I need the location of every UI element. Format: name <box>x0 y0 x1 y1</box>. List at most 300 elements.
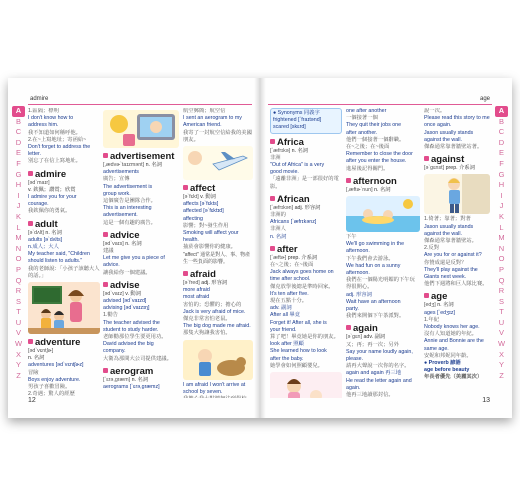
entry-lines <box>103 298 179 363</box>
entry-line: 又；再；再一次；另外 <box>346 341 399 348</box>
entry-line: 1.年紀 <box>424 316 440 323</box>
entry-line: ● Synonyms 同義字 <box>273 110 320 116</box>
alphabet-tab-m: M <box>15 233 22 243</box>
entry-line: your friend. <box>270 326 297 333</box>
book-gutter <box>254 78 266 418</box>
entry-line: school by seven. <box>183 388 223 395</box>
afraid-extra <box>183 382 253 398</box>
entry-line: against the wall. <box>424 230 462 237</box>
alphabet-tab-p: P <box>15 264 21 274</box>
alphabet-tab-a: A <box>12 106 25 117</box>
entry-line: Smoking will affect your <box>183 230 239 237</box>
alphabet-tab-y: Y <box>15 360 21 370</box>
entry-line: Don't forget to address the <box>28 144 91 151</box>
entry-line: 在~之後；在~後面 <box>346 144 390 151</box>
alphabet-tab-w: W <box>14 339 23 349</box>
entry-line: 抽菸會影響你的健康。 <box>183 244 236 251</box>
pronunciation: [,æftɚ`nun] <box>346 186 373 193</box>
right-column-3 <box>424 108 490 398</box>
entry-lines <box>270 155 342 191</box>
part-of-speech: n. 名詞 <box>131 376 149 383</box>
left-alphabet-tabs <box>12 106 25 381</box>
entry-line: Remember to close the door <box>346 151 413 158</box>
entry-line: after you enter the house. <box>346 158 407 165</box>
alphabet-tab-c: C <box>15 127 22 137</box>
alphabet-tab-m: M <box>498 233 505 243</box>
entry-line: party. <box>346 306 359 313</box>
entry-line: please. <box>346 356 364 363</box>
alphabet-tab-h: H <box>15 180 22 190</box>
entry-line: 下午 <box>346 234 357 241</box>
pronunciation: [`æfrɪkə] <box>270 147 291 154</box>
entry-line: after the baby. <box>270 355 304 362</box>
entry-line: He read the letter again and <box>346 377 412 384</box>
entry-line: 讓我給你一個建議。 <box>103 269 151 276</box>
pronunciation: [ə`fɛkt] <box>183 194 199 201</box>
entry-line: 傑森通常靠著牆壁站著。 <box>424 144 483 151</box>
right-page-number: 13 <box>482 397 490 404</box>
alphabet-tab-k: K <box>15 211 21 221</box>
entry-continuation <box>28 108 100 166</box>
illustration-classroom <box>28 282 100 334</box>
headword: advise <box>103 280 179 291</box>
entry-line: one after another <box>346 108 387 114</box>
usage-note: "affect" 通常是對人、事、物產生一些負面的影響。 <box>183 251 251 265</box>
alphabet-tab-v: V <box>15 328 21 338</box>
entry-line: advertisement. <box>103 212 138 219</box>
entry-line: adv. 副詞 <box>270 305 292 312</box>
entry-line: 我欽佩你的勇氣。 <box>28 208 71 215</box>
alphabet-tab-n: N <box>15 243 22 253</box>
entry-line: 那隻大狗讓我害怕。 <box>183 330 231 337</box>
entry-line: advice. <box>103 262 120 269</box>
entry-line: 他再三地讀那封信。 <box>346 392 394 398</box>
entry-line: affected [ə`fɛktɪd] <box>183 208 224 215</box>
left-column-1 <box>28 108 100 398</box>
entry-line: once again. <box>424 122 452 129</box>
entry-line: 我的老師說：「小孩子該聽大人的話。」 <box>28 265 100 279</box>
part-of-speech: v. 欽佩；讚賞；欣賞 <box>28 186 76 193</box>
entry-line: Nobody knows her age. <box>424 324 480 331</box>
headword: admire <box>28 169 100 180</box>
entry-continuation <box>424 108 490 151</box>
entry-line: Jack always goes home on <box>270 269 334 276</box>
alphabet-tab-l: L <box>499 222 504 232</box>
entry-line: Forget it! After all, she is <box>270 319 327 326</box>
alphabet-tab-u: U <box>15 317 22 327</box>
entry-line: courage. <box>28 201 49 208</box>
entry-line: The big dog made me afraid. <box>183 323 251 330</box>
proverb-box <box>424 360 490 382</box>
entry-line: I sent an aerogram to my <box>183 115 242 122</box>
part-of-speech: n. 名詞 <box>437 302 454 309</box>
entry-line: 沒有人知道她的年紀。 <box>424 331 477 338</box>
entry-line: 安妮和邦妮同年齡。 <box>424 352 472 359</box>
entry-line: 一個接著一個 <box>346 115 378 122</box>
entry-line: n. 名詞 <box>270 233 287 240</box>
entry-line: frightened [`fraɪtənd] <box>273 117 322 124</box>
entry-line: Africans [`æfrɪkənz] <box>270 219 317 226</box>
entry-line: most afraid <box>183 294 210 301</box>
part-of-speech: n. 名詞 <box>28 355 45 362</box>
alphabet-tab-t: T <box>499 307 504 317</box>
part-of-speech: n. 名詞 <box>374 186 391 193</box>
entry-continuation <box>346 108 420 173</box>
alphabet-tab-j: J <box>499 201 504 211</box>
entry-lines <box>183 201 253 251</box>
entry-line: 你贊成還是反對？ <box>424 259 467 266</box>
alphabet-tab-t: T <box>16 307 21 317</box>
entry-line: adj. 形容詞 <box>346 291 372 298</box>
alphabet-tab-y: Y <box>498 360 504 370</box>
alphabet-tab-k: K <box>498 211 504 221</box>
alphabet-tab-e: E <box>498 148 504 158</box>
left-running-head: admire <box>30 96 49 102</box>
alphabet-tab-d: D <box>15 137 22 147</box>
illustration-baby <box>270 372 342 398</box>
entry-line: 進屋後記得關門。 <box>346 165 389 172</box>
alphabet-tab-c: C <box>498 127 505 137</box>
entry-line: ages [`edʒɪz] <box>424 309 455 316</box>
alphabet-tab-i: I <box>500 190 503 200</box>
entry-line: 1.倚著；靠著；對著 <box>424 216 471 223</box>
entry-line: advertisements <box>103 169 139 176</box>
entry-aerogram <box>103 366 179 391</box>
pronunciation: [əd`maɪr] <box>28 179 50 186</box>
pronunciation: [ə`gɛn] <box>346 334 362 341</box>
headword: against <box>424 154 490 165</box>
entry-adventure <box>28 337 100 398</box>
entry-line <box>183 396 253 398</box>
entry-line: 「遠離非洲」是一部很好的電影。 <box>270 176 339 190</box>
part-of-speech: prep. 介系詞 <box>287 254 318 261</box>
entry-line: 非洲 <box>270 154 281 161</box>
headword: adult <box>28 219 100 230</box>
pronunciation: [əd`vaɪs] <box>103 240 124 247</box>
entry-affect <box>183 183 253 266</box>
alphabet-tab-j: J <box>16 201 21 211</box>
left-column-2 <box>103 108 179 398</box>
entry-line: more afraid <box>183 287 210 294</box>
entry-line: 航空郵簡；航空信 <box>183 108 226 114</box>
entry-line: 在~之後；在~後面 <box>270 262 314 269</box>
entry-adult <box>28 219 100 280</box>
entry-line: aerograms [`ɛrə,græmz] <box>103 384 160 391</box>
headword: advertisement <box>103 151 179 162</box>
alphabet-tab-s: S <box>15 296 21 306</box>
alphabet-tab-b: B <box>15 116 21 126</box>
entry-line: time after school. <box>270 276 311 283</box>
entry-line: 1.勸告 <box>103 312 119 319</box>
entry-line: afternoon. <box>346 248 370 255</box>
entry-line: adults [ə`dʌlts] <box>28 236 63 243</box>
entry-line: 她學會如何照顧嬰兒。 <box>270 362 323 369</box>
entry-line: against the wall. <box>424 136 462 143</box>
headword: afraid <box>183 269 253 280</box>
entry-line: same age. <box>424 345 449 352</box>
entry-line: letter. <box>28 151 41 158</box>
pronunciation: [`æftɚ] <box>270 254 287 261</box>
entry-line: 影響；對~發生作用 <box>183 222 229 229</box>
entry-line: 冒險 <box>28 369 39 376</box>
entry-line: company. <box>103 348 126 355</box>
entry-line: 說一次。 <box>424 108 446 114</box>
entry-line: After all 畢竟 <box>270 312 301 319</box>
entry-lines <box>28 237 100 280</box>
pronunciation: [ə`dʌlt] <box>28 229 44 236</box>
right-running-head: age <box>479 96 490 102</box>
left-header-rule <box>28 104 252 105</box>
part-of-speech: v. 動詞 <box>200 194 216 201</box>
entry-line: 2.反對 <box>424 245 440 252</box>
entry-line: Jack is very afraid of mice. <box>183 308 246 315</box>
entry-line: The teacher advised the <box>103 319 160 326</box>
entry-line: We'll go swimming in the <box>346 241 405 248</box>
headword: advice <box>103 230 179 241</box>
entry-line: 我不知道如何稱呼他。 <box>28 129 81 136</box>
part-of-speech: n. 名詞 <box>45 229 62 236</box>
part-of-speech: adj. 形容詞 <box>201 280 228 287</box>
pronunciation: [`ɛrə,græm] <box>103 376 131 383</box>
entry-lines <box>103 248 179 277</box>
part-of-speech: n. 名詞 <box>145 162 163 168</box>
entry-line: I am afraid I won't arrive at <box>183 381 246 388</box>
alphabet-tab-e: E <box>15 148 21 158</box>
entry-lines <box>28 194 100 216</box>
entry-line: affects [ə`fɛkts] <box>183 201 219 208</box>
entry-line: 這是一個有趣的廣告。 <box>103 219 156 226</box>
alphabet-tab-l: L <box>16 222 21 232</box>
entry-line: adventures [əd`vɛntʃɚz] <box>28 362 84 369</box>
entry-line: 年長者優先（美麗其次） <box>424 374 483 381</box>
headword: African <box>270 194 342 205</box>
entry-line: The advertisement is <box>103 183 153 190</box>
entry-line: 2.奇遇；驚人的經歷 <box>28 391 75 398</box>
headword: age <box>424 291 490 302</box>
entry-line: affecting <box>183 215 203 222</box>
entry-lines <box>28 362 100 398</box>
alphabet-tab-p: P <box>498 264 504 274</box>
entry-line: 廣告；宣傳 <box>103 176 130 183</box>
entry-line: student to study harder. <box>103 326 159 333</box>
entry-line: It's ten after five. <box>270 290 309 297</box>
pronunciation: [`æfrɪkən] <box>270 204 294 211</box>
part-of-speech: n. 名詞 <box>291 147 309 154</box>
alphabet-tab-b: B <box>498 116 504 126</box>
entry-line: n.成人；大人 <box>28 244 59 251</box>
entry-line: 算了吧！畢竟她是你的朋友。 <box>270 334 339 341</box>
entry-line: Are you for or against it? <box>424 252 482 259</box>
entry-age <box>424 291 490 381</box>
pronunciation: [edʒ] <box>424 302 436 309</box>
entry-lines <box>424 310 490 360</box>
entry-line: again and again 再三地 <box>346 370 402 377</box>
entry-line: 傑克非常害怕老鼠。 <box>183 316 231 323</box>
alphabet-tab-z: Z <box>16 370 21 380</box>
entry-lines <box>270 262 342 370</box>
alphabet-tab-r: R <box>15 286 22 296</box>
pronunciation: [əd`vaɪz] <box>103 290 124 297</box>
entry-line: 我們來開個下午茶派對。 <box>346 313 405 320</box>
alphabet-tab-h: H <box>498 180 505 190</box>
alphabet-tab-i: I <box>17 190 20 200</box>
illustration-afraid-boy <box>183 340 253 380</box>
left-page-number: 12 <box>28 397 36 404</box>
synonyms-box <box>270 108 342 134</box>
entry-continuation <box>183 108 253 144</box>
entry-line: 別忘了在信上寫地址。 <box>28 158 81 165</box>
entry-admire <box>28 169 100 216</box>
alphabet-tab-f: F <box>499 158 504 168</box>
entry-lines <box>346 234 420 320</box>
alphabet-tab-x: X <box>15 349 21 359</box>
entry-line: She learned how to look <box>270 348 327 355</box>
entry-line: 建議 <box>103 248 114 255</box>
entry-lines <box>103 169 179 227</box>
entry-line: Jason usually stands <box>424 223 474 230</box>
entry-line: 這個廣告是團隊合作。 <box>103 198 156 205</box>
entry-lines <box>424 216 490 288</box>
part-of-speech: n. 名詞 <box>125 240 142 247</box>
alphabet-tab-o: O <box>498 254 505 264</box>
entry-line: after another. <box>346 129 378 136</box>
entry-line: 害怕的；恐懼的；擔心的 <box>183 301 242 308</box>
entry-african <box>270 194 342 241</box>
entry-line: Please read this story to me <box>424 115 490 122</box>
entry-line: good movie. <box>270 169 299 176</box>
entry-line: This is an interesting <box>103 205 152 212</box>
alphabet-tab-u: U <box>498 317 505 327</box>
part-of-speech: adv. 副詞 <box>363 334 386 341</box>
pronunciation: [əd`vɛntʃɚ] <box>28 348 54 355</box>
entry-line: 1.區隔；標明 <box>28 108 59 114</box>
alphabet-tab-v: V <box>498 328 504 338</box>
entry-line: Annie and Bonnie are the <box>424 338 484 345</box>
alphabet-tab-g: G <box>15 169 22 179</box>
alphabet-tab-w: W <box>497 339 506 349</box>
entry-line: 大衛為那間大公司提供建議。 <box>103 355 172 362</box>
part-of-speech: v. 動詞 <box>125 290 142 297</box>
pronunciation: [ə`gɛnst] <box>424 165 445 172</box>
entry-line: 他們一個接著一個辭職。 <box>346 136 405 143</box>
entry-line: "Out of Africa" is a very <box>270 162 325 169</box>
headword: aerogram <box>103 366 179 377</box>
entry-line: 下午我們會去游泳。 <box>346 255 394 262</box>
entry-line: 傑克放學後總是準時回家。 <box>270 283 334 290</box>
headword: again <box>346 323 420 334</box>
entry-line: scared [skɛrd] <box>273 124 306 131</box>
headword: Africa <box>270 137 342 148</box>
entry-line: My teacher said, "Children <box>28 251 90 258</box>
illustration-swimming <box>346 196 420 232</box>
alphabet-tab-s: S <box>498 296 504 306</box>
entry-against <box>424 154 490 172</box>
alphabet-tab-r: R <box>498 286 505 296</box>
entry-line: 他們下週將和巨人隊比賽。 <box>424 281 488 288</box>
entry-line: Let me give you a piece of <box>103 255 165 262</box>
illustration-tv-advertisement <box>103 110 179 148</box>
entry-line: Giants next week. <box>424 274 467 281</box>
alphabet-tab-a: A <box>495 106 508 117</box>
entry-line: Wait have an afternoon <box>346 298 401 305</box>
entry-lines <box>346 342 420 398</box>
illustration-boy-against-wall <box>424 174 490 214</box>
entry-line: health. <box>183 237 199 244</box>
alphabet-tab-o: O <box>15 254 22 264</box>
illustration-plane <box>183 146 253 180</box>
entry-again <box>346 323 420 398</box>
part-of-speech: adj. 形容詞 <box>294 204 321 211</box>
right-column-1 <box>270 108 342 398</box>
entry-line: I don't know how to <box>28 115 74 122</box>
dictionary-spread <box>8 78 512 418</box>
entry-advice <box>103 230 179 277</box>
entry-after <box>270 244 342 370</box>
entry-line: 2.在~上寫地址；寄函給~ <box>28 136 87 143</box>
entry-line: 我寄了一封航空信給我的美國朋友。 <box>183 129 252 143</box>
alphabet-tab-d: D <box>498 137 505 147</box>
entry-line: advised [əd`vaɪzd] <box>103 298 147 305</box>
entry-line: afternoon. <box>346 270 370 277</box>
entry-line: They'll play against the <box>424 266 478 273</box>
entry-line: American friend. <box>183 122 222 129</box>
entry-line: Boys enjoy adventure. <box>28 376 81 383</box>
entry-line: ● Proverb 諺語 <box>424 360 461 367</box>
alphabet-tab-x: X <box>498 349 504 359</box>
alphabet-tab-n: N <box>498 243 505 253</box>
entry-lines <box>183 287 253 337</box>
entry-afternoon <box>346 176 420 194</box>
entry-line: I admire you for your <box>28 194 77 201</box>
entry-line: advising [əd`vaɪzɪŋ] <box>103 305 150 312</box>
alphabet-tab-q: Q <box>498 275 505 285</box>
part-of-speech: prep. 介系詞 <box>445 165 476 172</box>
entry-line: 男孩子喜歡冒險。 <box>28 384 71 391</box>
entry-line: 非洲的 <box>270 212 286 219</box>
alphabet-tab-z: Z <box>499 370 504 380</box>
alphabet-tab-f: F <box>16 158 21 168</box>
left-page <box>8 78 260 418</box>
right-column-2 <box>346 108 420 398</box>
entry-line: 我們在一個陽光明媚的下午玩得很開心。 <box>346 277 415 291</box>
entry-line: We had fun on a sunny <box>346 262 401 269</box>
alphabet-tab-q: Q <box>15 275 22 285</box>
entry-line: They quit their jobs one <box>346 122 402 129</box>
pronunciation: [ə`fred] <box>183 280 200 287</box>
headword: adventure <box>28 337 100 348</box>
entry-line: 請再大聲說一次你的名字。 <box>346 363 410 370</box>
entry-line: Jason usually stands <box>424 129 474 136</box>
alphabet-tab-g: G <box>498 169 505 179</box>
entry-line: 傑森通常靠著牆壁站。 <box>424 238 477 245</box>
entry-afraid <box>183 269 253 338</box>
right-header-rule <box>268 104 492 105</box>
entry-advertisement <box>103 151 179 227</box>
entry-line: address him. <box>28 122 59 129</box>
left-column-3 <box>183 108 253 398</box>
entry-line: 非洲人 <box>270 226 286 233</box>
entry-africa <box>270 137 342 191</box>
entry-lines <box>270 212 342 241</box>
entry-line: 老師勸那位學生要更用功。 <box>103 334 167 341</box>
right-alphabet-tabs <box>495 106 508 381</box>
entry-line: again. <box>346 384 361 391</box>
headword: affect <box>183 183 253 194</box>
entry-line: 現在五點十分。 <box>270 298 308 305</box>
headword: after <box>270 244 342 255</box>
entry-line: should listen to adults." <box>28 258 83 265</box>
entry-advise <box>103 280 179 363</box>
